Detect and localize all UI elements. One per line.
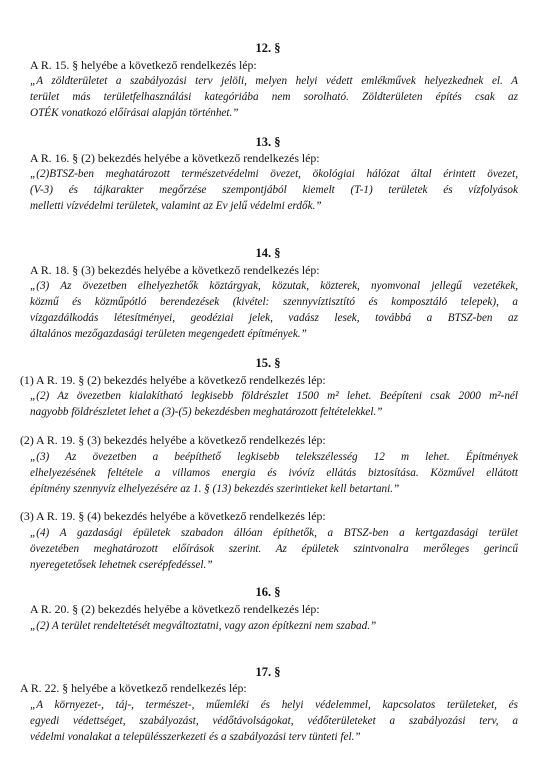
text-line: „(4) A gazdasági épületek szabadon állóan építhetők, a BTSZ-ben a kertgazdasági terület <box>30 527 518 539</box>
text-line: általános mezőgazdasági területen megengedett építmények.” <box>30 328 307 340</box>
section-intro: (1) A R. 19. § (2) bekezdés helyébe a következő rendelkezés lép: <box>20 373 326 387</box>
text-line: építmény szennyvíz elhelyezésére az 1. § (13) bekezdés szerintieket kell betartani.” <box>30 483 400 495</box>
section-intro: A R. 15. § helyébe a következő rendelkezés lép: <box>30 58 257 72</box>
section-heading: 17. § <box>255 665 281 679</box>
section-intro: A R. 22. § helyébe a következő rendelkezés lép: <box>20 681 247 695</box>
section-text <box>30 618 518 634</box>
text-line: védelmi vonalakat a településszerkezeti és a szabályozási terv tünteti fel.” <box>30 731 361 743</box>
text-line: terület más területfelhasználási kategóriába nem sorolható. Zöldterületen építés csak az <box>30 91 518 103</box>
text-line: melletti vízvédelmi területek, valamint az Ev jelű védelmi erdők.” <box>30 200 322 212</box>
section-intro: A R. 16. § (2) bekezdés helyébe a következő rendelkezés lép: <box>30 151 320 165</box>
text-line: nyeregetetősek lehetnek cserépfedéssel.” <box>30 559 213 571</box>
text-line: „A zöldterületet a szabályozási terv jelöli, melyen helyi védett emlékművek helyezkednek el. A <box>30 75 518 87</box>
section-heading: 14. § <box>255 246 281 260</box>
text-line: övezetében meghatározott előírások szerint. Az épületek szintvonalra merőleges gerincű <box>30 543 518 555</box>
text-line: „(2) Az övezetben kialakítható legkisebb földrészlet 1500 m² lehet. Beépíteni csak 2000 m²-nél <box>30 390 518 402</box>
section-text <box>30 278 518 342</box>
section-text <box>30 73 518 121</box>
text-line: közmű és közműpótló berendezések (kivétel: szennyvíztisztító és komposztáló telepek), a <box>30 296 518 308</box>
section-text <box>30 525 518 573</box>
section-text <box>30 449 518 497</box>
text-line: vízgazdálkodás létesítményei, geodéziai jelek, vadász lesek, továbbá a BTSZ-ben az <box>30 312 518 324</box>
section-text <box>30 166 518 214</box>
text-line: OTÉK vonatkozó előírásai alapján történhet.” <box>30 107 239 119</box>
section-heading: 15. § <box>255 356 281 370</box>
section-intro: (2) A R. 19. § (3) bekezdés helyébe a következő rendelkezés lép: <box>20 433 326 447</box>
section-intro: A R. 20. § (2) bekezdés helyébe a következő rendelkezés lép: <box>30 602 320 616</box>
text-line: „(3) Az övezetben elhelyezhetők köztárgyak, közutak, közterek, nyomvonal jellegű vezetékek, <box>30 280 518 292</box>
text-line: elhelyezésének feltétele a villamos energia és ivóvíz ellátás biztosítása. Közművel ellátott <box>30 467 518 479</box>
text-line: „(3) Az övezetben a beépíthető legkisebb telekszélesség 12 m lehet. Építmények <box>30 451 518 463</box>
section-text <box>30 697 518 745</box>
section-heading: 13. § <box>255 135 281 149</box>
text-line: „A környezet-, táj-, természet-, műemléki és helyi védelemmel, kapcsolatos területeket, és <box>30 699 518 711</box>
text-line: „(2)BTSZ-ben meghatározott természetvédelmi övezet, ökológiai hálózat által érintett övezet, <box>30 168 518 180</box>
section-intro: (3) A R. 19. § (4) bekezdés helyébe a következő rendelkezés lép: <box>20 509 326 523</box>
text-line: (V-3) és tájkarakter megőrzése szempontjából kiemelt (T-1) területek és vízfolyások <box>30 184 518 196</box>
section-heading: 12. § <box>255 41 281 55</box>
text-line: nagyobb földrészletet lehet a (3)-(5) bekezdésben meghatározott feltételekkel.” <box>30 406 383 418</box>
section-heading: 16. § <box>255 585 281 599</box>
text-line: egyedi védettséget, szabályozást, védőtávolságokat, védőterületeket a szabályozási terv, a <box>30 715 518 727</box>
section-intro: A R. 18. § (3) bekezdés helyébe a következő rendelkezés lép: <box>30 263 320 277</box>
section-text <box>30 388 518 420</box>
text-line: „(2) A terület rendeltetését megváltoztatni, vagy azon építkezni nem szabad.” <box>30 620 377 632</box>
